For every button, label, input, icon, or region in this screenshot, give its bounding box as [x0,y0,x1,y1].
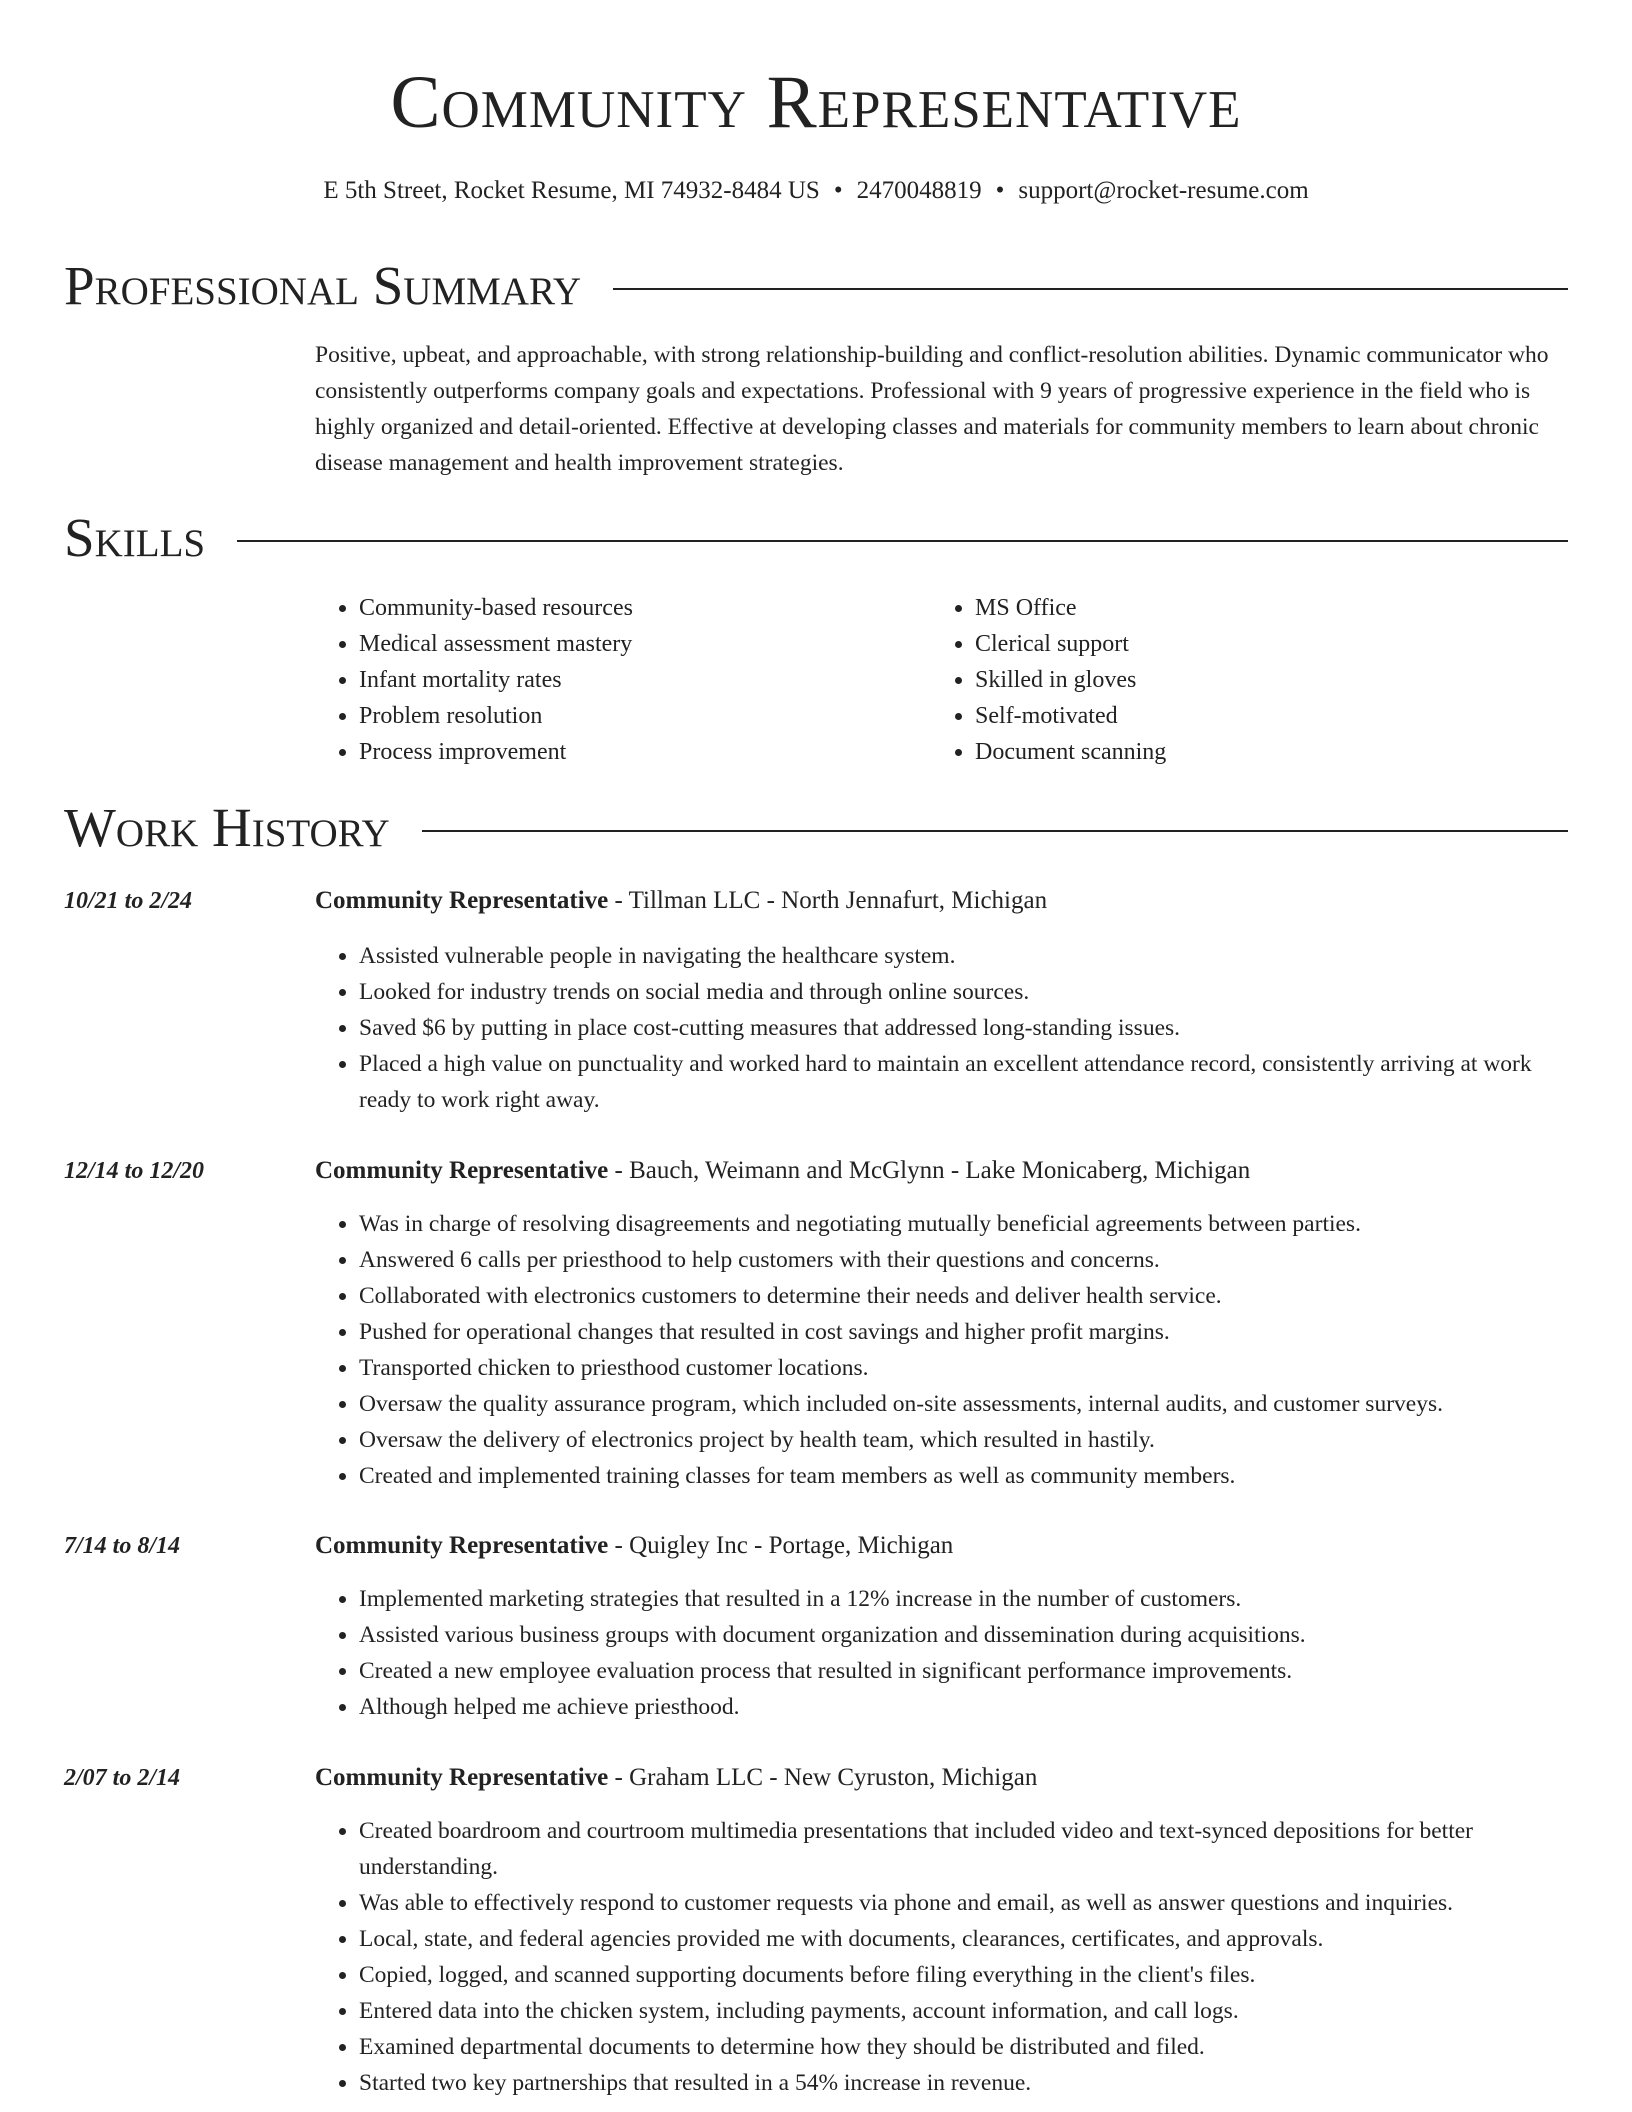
job-employer: - Graham LLC - New Cyruston, Michigan [608,1764,1038,1791]
summary-section-header [64,254,1568,318]
skill-item: • MS Office [975,590,1166,626]
resume-name: Community Representative [390,61,1242,144]
skill-item: • Skilled in gloves [975,662,1166,698]
job-bullet: • Transported chicken to priesthood customer locations. [359,1350,1568,1386]
job-dates: 12/14 to 12/20 [64,1158,205,1184]
job-bullet: • Created and implemented training classes for team members as well as community members. [359,1458,1568,1494]
job-bullet: • Collaborated with electronics customers to determine their needs and deliver health service. [359,1278,1568,1314]
contact-line [0,174,1632,208]
job-title [315,1153,1250,1189]
job-bullet-list [315,1206,1568,1494]
job-bullet: • Started two key partnerships that resulted in a 54% increase in revenue. [359,2065,1568,2101]
job-bullet: • Assisted vulnerable people in navigating the healthcare system. [359,938,1568,974]
job-bullet: • Examined departmental documents to determine how they should be distributed and filed. [359,2029,1568,2065]
job-dates: 10/21 to 2/24 [64,888,193,914]
skills-list-left [315,590,633,770]
job-bullet: • Assisted various business groups with document organization and dissemination during acquisitions. [359,1617,1568,1653]
job-bullet: • Created a new employee evaluation process that resulted in significant performance improvements. [359,1653,1568,1689]
skill-item: • Medical assessment mastery [359,626,633,662]
job-bullet: • Entered data into the chicken system, including payments, account information, and call logs. [359,1993,1568,2029]
job-bullet: • Created boardroom and courtroom multimedia presentations that included video and text-synced depositions for better understanding. [359,1813,1568,1885]
skill-item: • Document scanning [975,734,1166,770]
skill-item: • Process improvement [359,734,633,770]
skill-item: • Infant mortality rates [359,662,633,698]
job-bullet-list [315,938,1568,1118]
job-bullet: • Although helped me achieve priesthood. [359,1689,1568,1725]
job-bullet: • Oversaw the delivery of electronics project by health team, which resulted in hastily. [359,1422,1568,1458]
job-dates: 7/14 to 8/14 [64,1533,181,1559]
skills-section-header [64,506,1568,570]
section-divider [422,830,1568,832]
work-section-header [64,796,1568,860]
skill-item: • Clerical support [975,626,1166,662]
job-bullet: • Copied, logged, and scanned supporting documents before filing everything in the client's files. [359,1957,1568,1993]
job-bullet: • Oversaw the quality assurance program, which included on-site assessments, internal audits, and customer surveys. [359,1386,1568,1422]
skill-item: • Community-based resources [359,590,633,626]
job-bullet: • Saved $6 by putting in place cost-cutting measures that addressed long-standing issues. [359,1010,1568,1046]
job-title [315,1760,1037,1796]
work-heading: Work History [64,797,390,858]
job-bullet: • Answered 6 calls per priesthood to help customers with their questions and concerns. [359,1242,1568,1278]
summary-text: Positive, upbeat, and approachable, with strong relationship-building and conflict-resolution abilities. Dynamic communicator who consistently outperforms company goals and expectations. Professional with 9 years of progressive experience in the field who is highly organized and detail-oriented. Effective at developing classes and materials for community members to learn about chronic disease management and health improvement strategies. [315,342,1549,476]
summary-heading: Professional Summary [64,255,582,316]
job-bullet: • Local, state, and federal agencies provided me with documents, clearances, certificates, and approvals. [359,1921,1568,1957]
skill-item: • Problem resolution [359,698,633,734]
job-role: Community Representative [315,1157,609,1184]
job-bullet-list [315,1813,1568,2101]
job-bullet: • Implemented marketing strategies that resulted in a 12% increase in the number of customers. [359,1581,1568,1617]
job-bullet: • Was in charge of resolving disagreements and negotiating mutually beneficial agreements between parties. [359,1206,1568,1242]
skills-heading: Skills [64,507,206,568]
section-divider [237,540,1568,542]
job-dates: 2/07 to 2/14 [64,1765,181,1791]
skill-item: • Self-motivated [975,698,1166,734]
contact-separator: • [995,177,1005,204]
section-divider [613,288,1568,290]
job-bullet: • Was able to effectively respond to customer requests via phone and email, as well as answer questions and inquiries. [359,1885,1568,1921]
skills-list-right [931,590,1166,770]
job-bullet: • Looked for industry trends on social media and through online sources. [359,974,1568,1010]
job-role: Community Representative [315,887,609,914]
contact-address: E 5th Street, Rocket Resume, MI 74932-8484 US [323,177,820,204]
job-role: Community Representative [315,1764,609,1791]
job-title [315,883,1047,919]
contact-email: support@rocket-resume.com [1018,177,1309,204]
job-employer: - Bauch, Weimann and McGlynn - Lake Monicaberg, Michigan [608,1157,1251,1184]
job-bullet-list [315,1581,1568,1725]
job-title [315,1528,953,1564]
job-role: Community Representative [315,1532,609,1559]
job-bullet: • Pushed for operational changes that resulted in cost savings and higher profit margins. [359,1314,1568,1350]
job-employer: - Tillman LLC - North Jennafurt, Michigan [608,887,1048,914]
contact-phone: 2470048819 [856,177,982,204]
job-bullet: • Placed a high value on punctuality and worked hard to maintain an excellent attendance record, consistently arriving at work ready to work right away. [359,1046,1568,1118]
contact-separator: • [833,177,843,204]
job-employer: - Quigley Inc - Portage, Michigan [608,1532,954,1559]
